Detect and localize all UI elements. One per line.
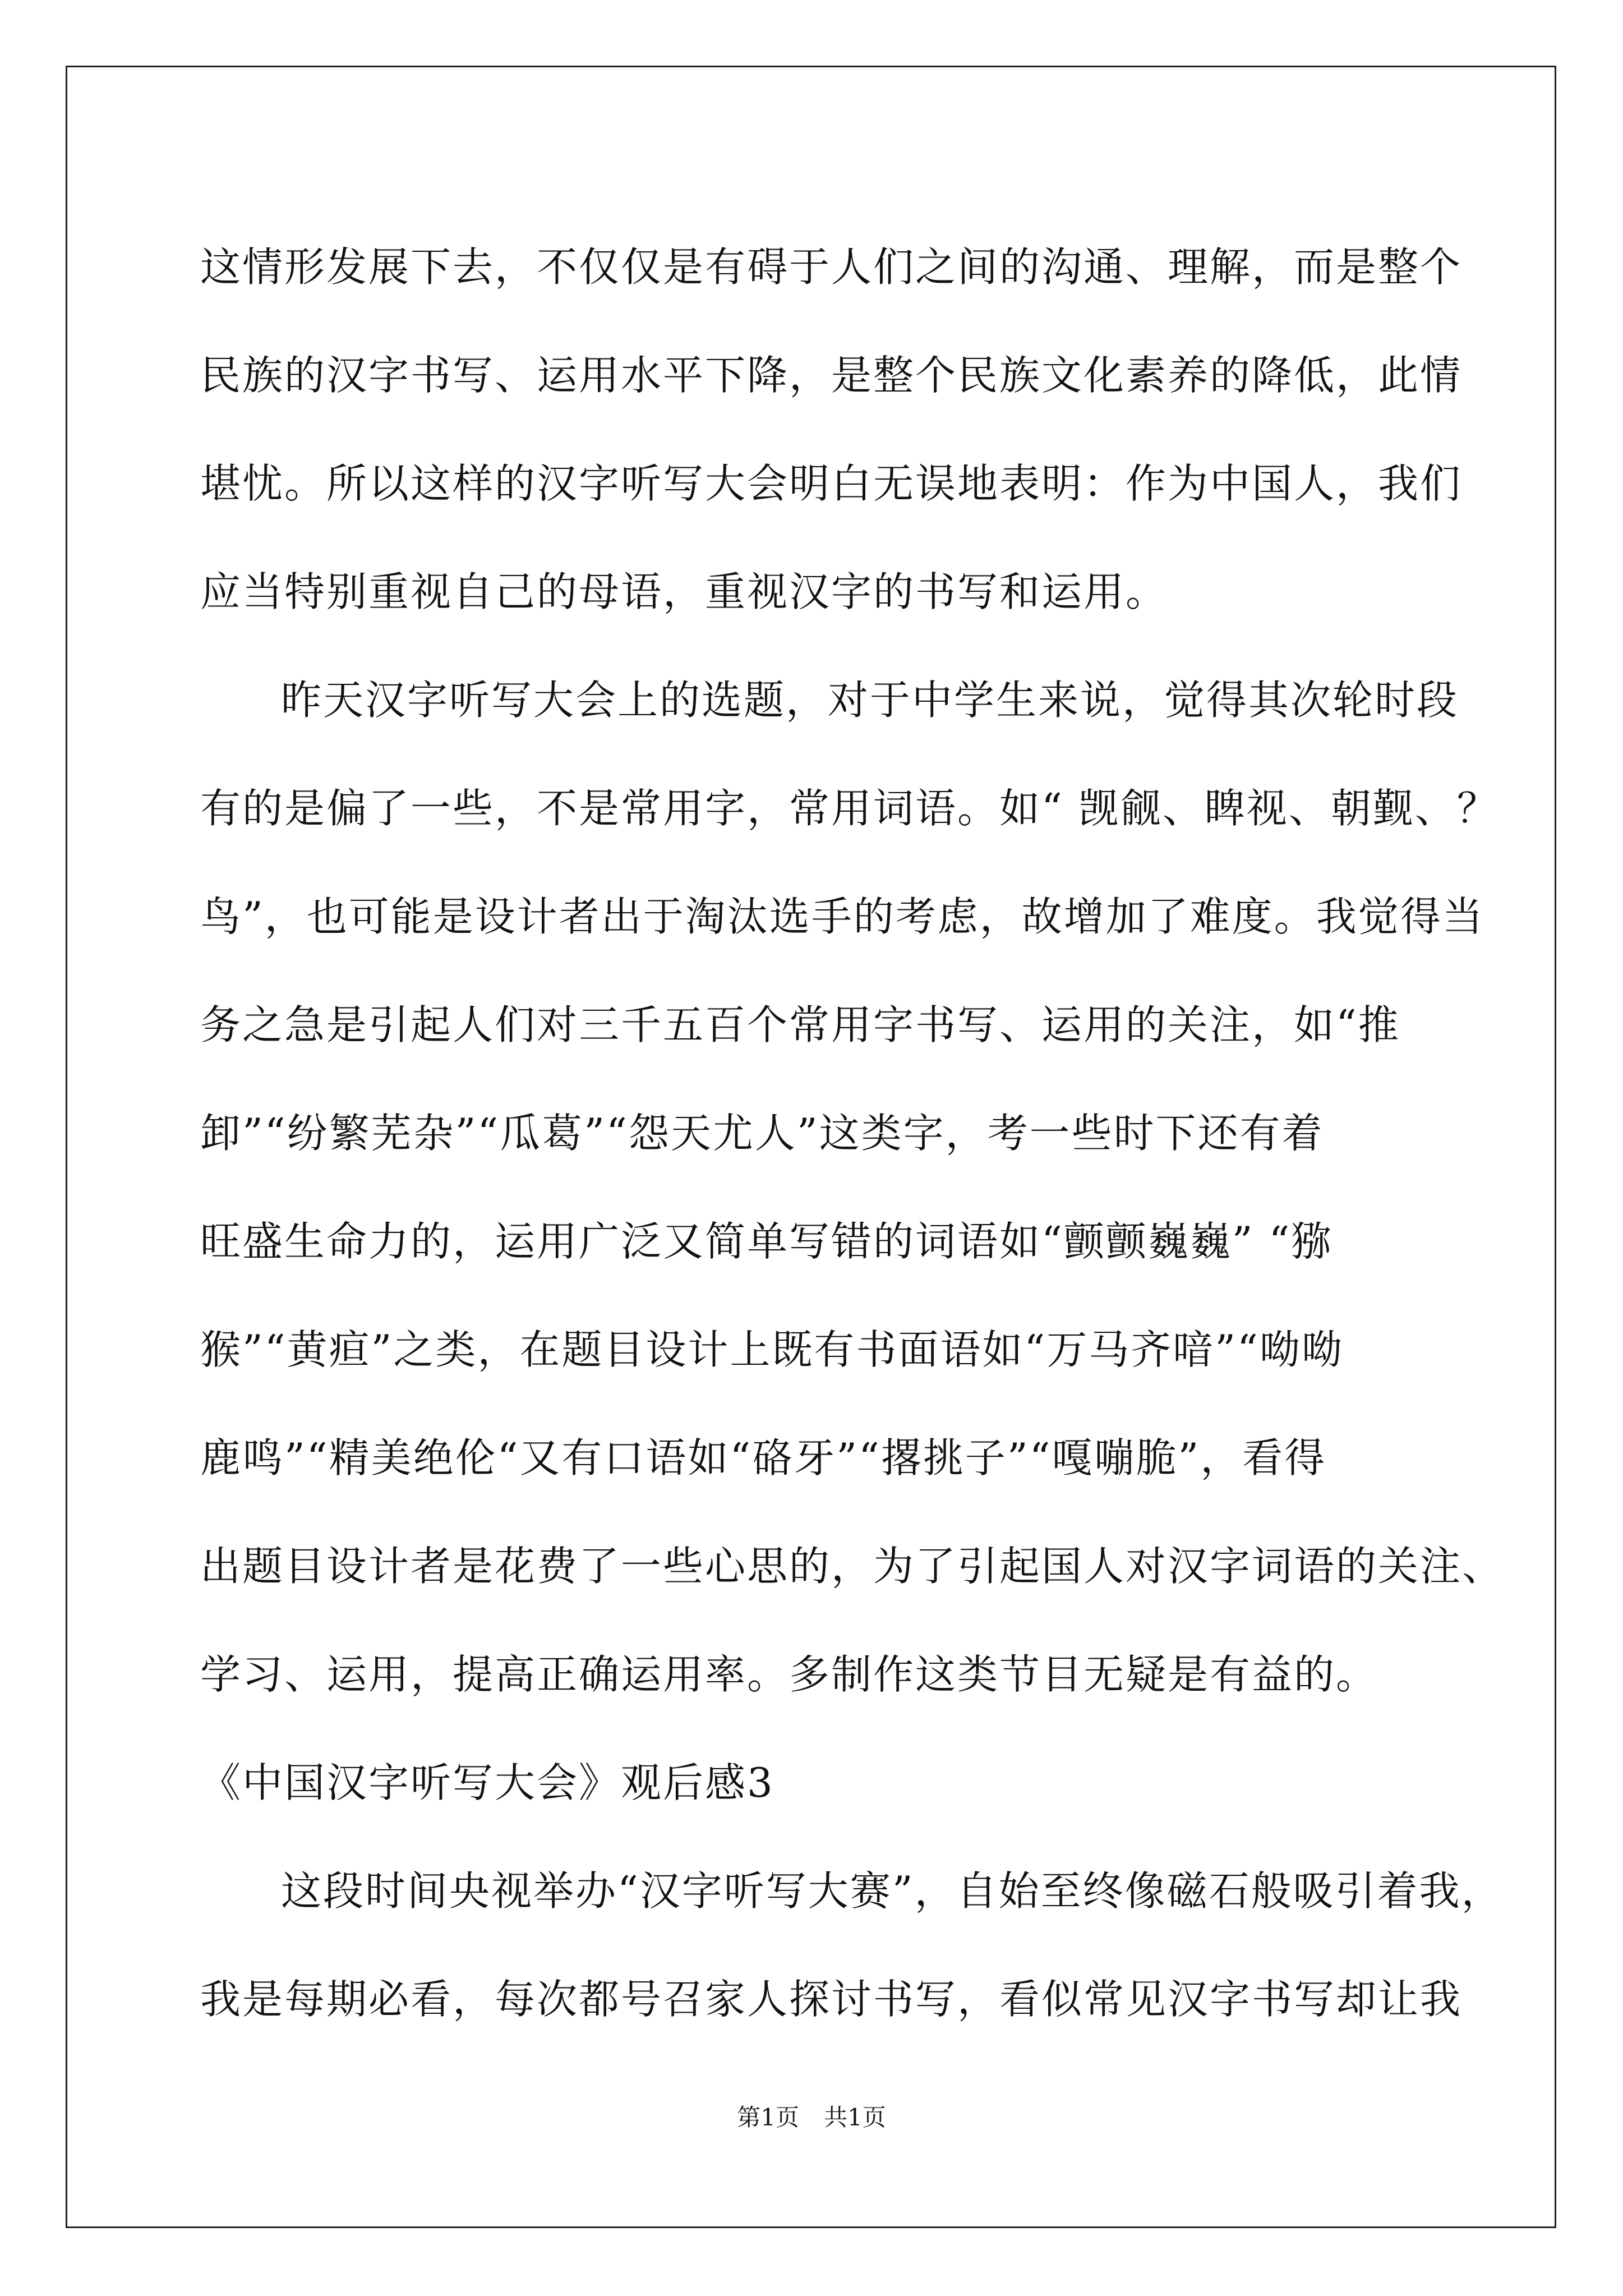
text-line: 鹿鸣”“精美绝伦“又有口语如“硌牙”“撂挑子”“嘎嘣脆”，看得: [200, 1434, 1327, 1481]
text-line: 这情形发展下去，不仅仅是有碍于人们之间的沟通、理解，而是整个: [200, 243, 1463, 291]
section-heading: 《中国汉字听写大会》观后感3: [200, 1759, 774, 1806]
text-line: 堪忧。所以这样的汉字听写大会明白无误地表明：作为中国人，我们: [200, 460, 1463, 507]
text-line: 学习、运用，提高正确运用率。多制作这类节目无疑是有益的。: [200, 1651, 1378, 1698]
text-line: 鸟”，也可能是设计者出于淘汰选手的考虑，故增加了难度。我觉得当: [200, 893, 1484, 940]
text-line: 这段时间央视举办“汉字听写大赛”，自始至终像磁石般吸引着我，: [281, 1867, 1504, 1915]
page-total: 共1页: [824, 2104, 886, 2131]
text-line: 有的是偏了一些，不是常用字，常用词语。如“ 觊觎、睥视、朝觐、？: [200, 785, 1499, 832]
text-line: 出题目设计者是花费了一些心思的，为了引起国人对汉字词语的关注、: [200, 1543, 1505, 1590]
text-line: 应当特别重视自己的母语，重视汉字的书写和运用。: [200, 568, 1168, 615]
text-line: 卸”“纷繁芜杂”“瓜葛”“怨天尤人”这类字，考一些时下还有着: [200, 1110, 1324, 1157]
page-number: 第1页: [737, 2104, 799, 2131]
document-body: [200, 213, 1505, 2054]
text-line: 民族的汉字书写、运用水平下降，是整个民族文化素养的降低，此情: [200, 352, 1463, 399]
text-line: 昨天汉字听写大会上的选题，对于中学生来说，觉得其次轮时段: [281, 677, 1459, 724]
text-line: 猴”“黄疸”之类，在题目设计上既有书面语如“万马齐喑”“呦呦: [200, 1326, 1344, 1373]
text-line: 旺盛生命力的，运用广泛又简单写错的词语如“颤颤巍巍” “猕: [200, 1218, 1334, 1265]
page-footer: [0, 2101, 1623, 2134]
text-line: 务之急是引起人们对三千五百个常用字书写、运用的关注，如“推: [200, 1001, 1400, 1048]
text-line: 我是每期必看，每次都号召家人探讨书写，看似常见汉字书写却让我: [200, 1976, 1463, 2023]
